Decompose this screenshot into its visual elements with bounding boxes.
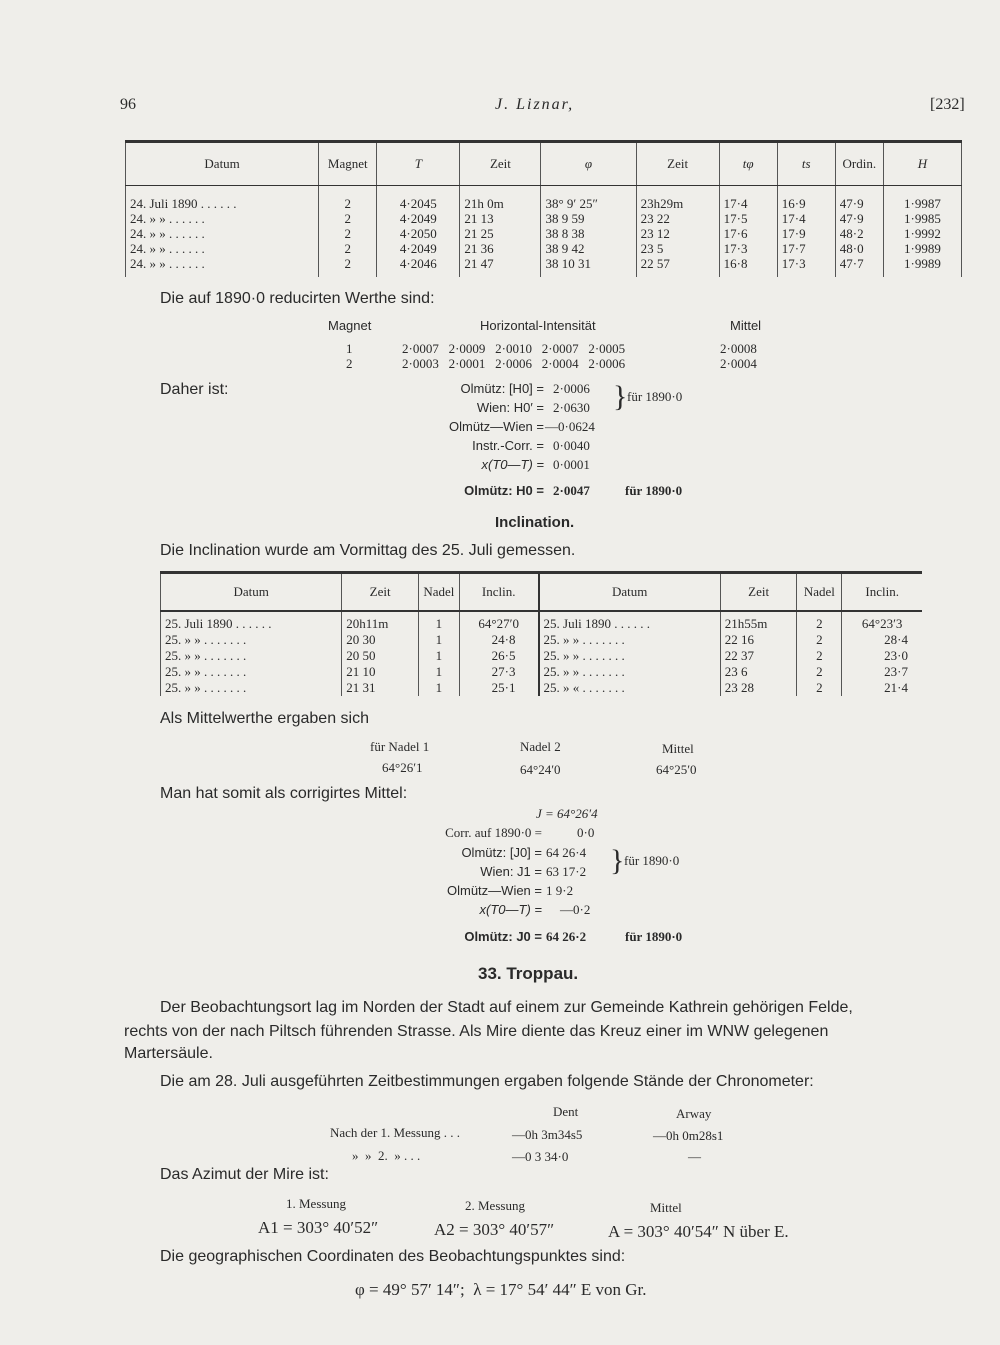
- daher-l1: Olmütz: [H0] =: [460, 381, 544, 396]
- table-row: [126, 186, 962, 212]
- cell: 17·7: [777, 241, 835, 256]
- corrigirt-l2: Olmütz: [J0] =: [461, 845, 542, 860]
- chrono-m2-arway: —: [688, 1149, 701, 1164]
- col-inclin-2: Inclin.: [842, 573, 922, 612]
- daher-final-note: für 1890·0: [625, 483, 683, 498]
- cell: 16·9: [777, 186, 835, 212]
- cell: 25. » » . . . . . . .: [161, 648, 342, 664]
- daher-brace-note: für 1890·0: [627, 389, 683, 404]
- cell: 2: [319, 186, 377, 212]
- reduced-intro: Die auf 1890·0 reducirten Werthe sind:: [160, 290, 435, 307]
- cell: 1·9992: [883, 226, 961, 241]
- cell: 21h55m: [720, 611, 797, 632]
- mittelwerthe-intro: Als Mittelwerthe ergaben sich: [160, 710, 369, 727]
- corrigirt-l5: x(T0—T) =: [479, 902, 542, 917]
- cell: 4·2049: [377, 211, 460, 226]
- cell: 2: [319, 256, 377, 277]
- cell: 26·5: [459, 648, 538, 664]
- cell: 25. » « . . . . . . .: [539, 680, 721, 696]
- cell: 24. » » . . . . . .: [126, 241, 319, 256]
- col-ordin: Ordin.: [835, 142, 883, 186]
- cell: 16·8: [719, 256, 777, 277]
- chrono-m2-label: » » 2. » . . .: [352, 1148, 421, 1163]
- cell: 21 47: [460, 256, 541, 277]
- cell: 38 10 31: [541, 256, 636, 277]
- chrono-m1-dent: —0h 3m34s5: [512, 1127, 583, 1142]
- table-row: [161, 611, 923, 632]
- cell: 21h 0m: [460, 186, 541, 212]
- chrono-m2-dent: —0 3 34·0: [512, 1149, 569, 1164]
- cell: 17·4: [719, 186, 777, 212]
- cell: 17·3: [719, 241, 777, 256]
- coord-intro: Die geographischen Coordinaten des Beobachtungspunktes sind:: [160, 1248, 626, 1265]
- troppau-para1-line2: rechts von der nach Piltsch führenden Strasse. Als Mire diente das Kreuz einer im WNW gelegenen: [124, 1023, 829, 1040]
- corrigirt-final-note: für 1890·0: [625, 929, 683, 944]
- cell: 21 25: [460, 226, 541, 241]
- cell: 2: [797, 611, 842, 632]
- corrigirt-l0: J = 64°26′4: [536, 806, 598, 821]
- cell: 2: [797, 664, 842, 680]
- corrigirt-v1: 0·0: [577, 825, 595, 840]
- col-phi: φ: [541, 142, 636, 186]
- cell: 20h11m: [342, 611, 419, 632]
- cell: 21 36: [460, 241, 541, 256]
- table-row: [161, 664, 923, 680]
- cell: 25. » » . . . . . . .: [161, 680, 342, 696]
- col-zeit-2: Zeit: [720, 573, 797, 612]
- daher-final-v: 2·0047: [553, 483, 590, 498]
- cell: 25. Juli 1890 . . . . . .: [539, 611, 721, 632]
- cell: 38 8 38: [541, 226, 636, 241]
- col-t-s: ts: [777, 142, 835, 186]
- chrono-m1-arway: —0h 0m28s1: [653, 1128, 724, 1143]
- cell: 2: [797, 648, 842, 664]
- col-datum: Datum: [126, 142, 319, 186]
- cell: 21 31: [342, 680, 419, 696]
- cell: 47·9: [835, 186, 883, 212]
- cell: 47·7: [835, 256, 883, 277]
- page-number: 96: [120, 96, 136, 113]
- cell: 48·0: [835, 241, 883, 256]
- table-header-row: [161, 573, 923, 612]
- reduced-row1-mittel: 2·0008: [720, 341, 757, 356]
- cell: 17·6: [719, 226, 777, 241]
- corrigirt-final-v: 64 26·2: [546, 929, 587, 944]
- azimut-intro: Das Azimut der Mire ist:: [160, 1166, 329, 1183]
- cell: 38 9 42: [541, 241, 636, 256]
- cell: 23h29m: [636, 186, 719, 212]
- brace-icon: }: [613, 380, 628, 413]
- chrono-m1-label: Nach der 1. Messung . . .: [330, 1125, 460, 1140]
- table-row: [161, 632, 923, 648]
- cell: 28·4: [842, 632, 922, 648]
- cell: 25. » » . . . . . . .: [539, 632, 721, 648]
- cell: 48·2: [835, 226, 883, 241]
- daher-v4: 0·0040: [553, 438, 590, 453]
- cell: 22 16: [720, 632, 797, 648]
- brace-icon: }: [610, 844, 625, 877]
- corrigirt-brace-note: für 1890·0: [624, 853, 680, 868]
- corrigirt-v4: 1 9·2: [546, 883, 574, 898]
- cell: 24. » » . . . . . .: [126, 226, 319, 241]
- daher-v1: 2·0006: [553, 381, 590, 396]
- reduced-col-mittel: Mittel: [730, 318, 762, 333]
- cell: 21 10: [342, 664, 419, 680]
- corrigirt-v2: 64 26·4: [546, 845, 587, 860]
- azimut-h3: Mittel: [650, 1200, 682, 1215]
- reduced-row2-magnet: 2: [346, 356, 353, 371]
- cell: 17·9: [777, 226, 835, 241]
- daher-label: Daher ist:: [160, 381, 229, 398]
- col-inclin: Inclin.: [459, 573, 538, 612]
- author-header: J. Liznar,: [495, 96, 575, 113]
- reduced-col-magnet: Magnet: [328, 318, 372, 333]
- cell: 23 5: [636, 241, 719, 256]
- cell: 4·2050: [377, 226, 460, 241]
- col-t: T: [377, 142, 460, 186]
- corrigirt-l1: Corr. auf 1890·0 =: [445, 825, 542, 840]
- cell: 1: [418, 680, 459, 696]
- daher-l4: Instr.-Corr. =: [472, 438, 544, 453]
- cell: 2: [319, 241, 377, 256]
- cell: 25. » » . . . . . . .: [161, 664, 342, 680]
- daher-v5: 0·0001: [553, 457, 590, 472]
- cell: 25. » » . . . . . . .: [539, 664, 721, 680]
- corrigirt-intro: Man hat somit als corrigirtes Mittel:: [160, 785, 408, 802]
- cell: 1: [418, 632, 459, 648]
- col-zeit: Zeit: [342, 573, 419, 612]
- cell: 22 57: [636, 256, 719, 277]
- col-magnet: Magnet: [319, 142, 377, 186]
- table-row: [126, 211, 962, 226]
- reduced-row2-values: 2·0003 2·0001 2·0006 2·0004 2·0006: [402, 356, 626, 371]
- mittelwerthe-h2: Nadel 2: [520, 739, 561, 754]
- cell: 24·8: [459, 632, 538, 648]
- cell: 23·7: [842, 664, 922, 680]
- cell: 23 12: [636, 226, 719, 241]
- cell: 25. Juli 1890 . . . . . .: [161, 611, 342, 632]
- daher-l3: Olmütz—Wien =: [449, 419, 544, 434]
- troppau-para1-line1: Der Beobachtungsort lag im Norden der Stadt auf einem zur Gemeinde Kathrein gehörigen Felde,: [160, 999, 853, 1016]
- troppau-para2: Die am 28. Juli ausgeführten Zeitbestimmungen ergaben folgende Stände der Chronometer:: [160, 1073, 814, 1090]
- cell: 2: [319, 226, 377, 241]
- cell: 38° 9′ 25″: [541, 186, 636, 212]
- cell: 47·9: [835, 211, 883, 226]
- cell: 1·9987: [883, 186, 961, 212]
- cell: 24. » » . . . . . .: [126, 256, 319, 277]
- magnet-table: [125, 140, 962, 277]
- reduced-col-hi: Horizontal-Intensität: [480, 318, 596, 333]
- chrono-col-arway: Arway: [676, 1106, 712, 1121]
- cell: 1·9985: [883, 211, 961, 226]
- cell: 1: [418, 648, 459, 664]
- cell: 1: [418, 664, 459, 680]
- cell: 17·5: [719, 211, 777, 226]
- cell: 4·2046: [377, 256, 460, 277]
- azimut-v3: A = 303° 40′54″ N über E.: [608, 1222, 789, 1241]
- col-zeit: Zeit: [460, 142, 541, 186]
- inclination-intro: Die Inclination wurde am Vormittag des 25. Juli gemessen.: [160, 542, 576, 559]
- col-t-phi: tφ: [719, 142, 777, 186]
- table-row: [161, 648, 923, 664]
- azimut-v2: A2 = 303° 40′57″: [434, 1220, 555, 1239]
- cell: 64°27′0: [459, 611, 538, 632]
- table-row: [126, 241, 962, 256]
- coord-values: φ = 49° 57′ 14″; λ = 17° 54′ 44″ E von Gr.: [355, 1280, 647, 1299]
- col-zeit-2: Zeit: [636, 142, 719, 186]
- cell: 25·1: [459, 680, 538, 696]
- cell: 21 13: [460, 211, 541, 226]
- daher-l5: x(T0—T) =: [481, 457, 544, 472]
- col-datum-2: Datum: [539, 573, 721, 612]
- corrigirt-final-l: Olmütz: J0 =: [464, 929, 542, 944]
- cell: 1·9989: [883, 241, 961, 256]
- col-nadel-2: Nadel: [797, 573, 842, 612]
- mittelwerthe-v3: 64°25′0: [656, 762, 697, 777]
- mittelwerthe-v2: 64°24′0: [520, 762, 561, 777]
- cell: 20 30: [342, 632, 419, 648]
- mittelwerthe-h1: für Nadel 1: [370, 739, 430, 754]
- daher-l2: Wien: H0′ =: [476, 400, 544, 415]
- cell: 23 28: [720, 680, 797, 696]
- cell: 25. » » . . . . . . .: [161, 632, 342, 648]
- bracket-page-number: [232]: [930, 96, 965, 113]
- cell: 4·2049: [377, 241, 460, 256]
- cell: 2: [797, 632, 842, 648]
- daher-final-l: Olmütz: H0 =: [464, 483, 544, 498]
- cell: 23 22: [636, 211, 719, 226]
- table-header-row: [126, 142, 962, 186]
- cell: 24. Juli 1890 . . . . . .: [126, 186, 319, 212]
- reduced-row1-magnet: 1: [346, 341, 353, 356]
- reduced-row2-mittel: 2·0004: [720, 356, 757, 371]
- corrigirt-v5: —0·2: [560, 902, 591, 917]
- corrigirt-l4: Olmütz—Wien =: [447, 883, 542, 898]
- cell: 64°23′3: [842, 611, 922, 632]
- col-nadel: Nadel: [418, 573, 459, 612]
- inclination-heading: Inclination.: [495, 514, 575, 531]
- inclination-table: [160, 571, 922, 696]
- cell: 4·2045: [377, 186, 460, 212]
- col-h: H: [883, 142, 961, 186]
- corrigirt-l3: Wien: J1 =: [480, 864, 542, 879]
- daher-v3: —0·0624: [545, 419, 595, 434]
- cell: 22 37: [720, 648, 797, 664]
- mittelwerthe-h3: Mittel: [662, 741, 694, 756]
- table-row: [161, 680, 923, 696]
- chrono-col-dent: Dent: [553, 1104, 579, 1119]
- cell: 23 6: [720, 664, 797, 680]
- cell: 27·3: [459, 664, 538, 680]
- cell: 25. » » . . . . . . .: [539, 648, 721, 664]
- cell: 1: [418, 611, 459, 632]
- reduced-row1-values: 2·0007 2·0009 2·0010 2·0007 2·0005: [402, 341, 626, 356]
- mittelwerthe-v1: 64°26′1: [382, 760, 423, 775]
- cell: 21·4: [842, 680, 922, 696]
- corrigirt-v3: 63 17·2: [546, 864, 587, 879]
- cell: 24. » » . . . . . .: [126, 211, 319, 226]
- cell: 17·4: [777, 211, 835, 226]
- azimut-h1: 1. Messung: [286, 1196, 346, 1211]
- cell: 38 9 59: [541, 211, 636, 226]
- cell: 23·0: [842, 648, 922, 664]
- cell: 2: [319, 211, 377, 226]
- cell: 1·9989: [883, 256, 961, 277]
- daher-v2: 2·0630: [553, 400, 590, 415]
- col-datum: Datum: [161, 573, 342, 612]
- cell: 17·3: [777, 256, 835, 277]
- azimut-h2: 2. Messung: [465, 1198, 525, 1213]
- azimut-v1: A1 = 303° 40′52″: [258, 1218, 379, 1237]
- troppau-heading: 33. Troppau.: [478, 964, 579, 983]
- table-row: [126, 226, 962, 241]
- table-row: [126, 256, 962, 277]
- cell: 20 50: [342, 648, 419, 664]
- troppau-para1-line3: Martersäule.: [124, 1045, 213, 1062]
- cell: 2: [797, 680, 842, 696]
